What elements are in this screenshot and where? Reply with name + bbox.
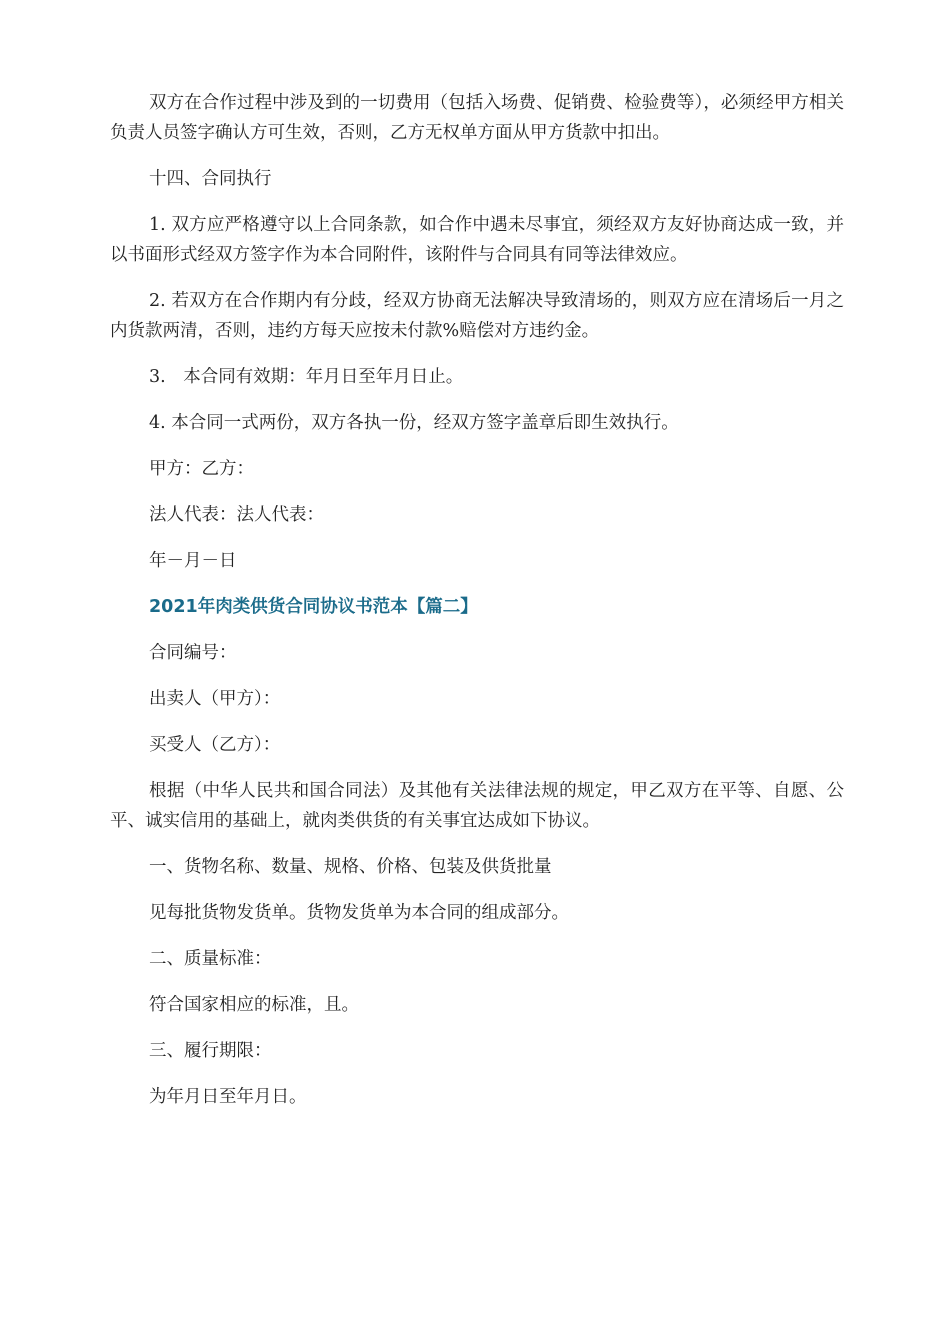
section-title-goods: 一、货物名称、数量、规格、价格、包装及供货批量 xyxy=(149,857,552,877)
section-title-quality: 二、质量标准： xyxy=(149,949,272,969)
section-title-contract-execution: 十四、合同执行 xyxy=(149,169,272,189)
party-signatures: 甲方：乙方： xyxy=(149,459,254,479)
clause-1: 1. 双方应严格遵守以上合同条款，如合作中遇未尽事宜，须经双方友好协商达成一致，并以书面形式经双方签字作为本合同附件，该附件与合同具有同等法律效应。 xyxy=(110,215,844,265)
buyer-party: 买受人（乙方）： xyxy=(149,735,281,755)
contract-number: 合同编号： xyxy=(149,643,237,663)
legal-representatives: 法人代表：法人代表： xyxy=(149,505,324,525)
signing-date: 年－月－日 xyxy=(149,551,237,571)
paragraph-goods-detail: 见每批货物发货单。货物发货单为本合同的组成部分。 xyxy=(149,903,569,923)
paragraph-fees: 双方在合作过程中涉及到的一切费用（包括入场费、促销费、检验费等），必须经甲方相关负责人员签字确认方可生效，否则，乙方无权单方面从甲方货款中扣出。 xyxy=(110,93,844,143)
paragraph-legal-basis: 根据（中华人民共和国合同法）及其他有关法律法规的规定，甲乙双方在平等、自愿、公平、诚实信用的基础上，就肉类供货的有关事宜达成如下协议。 xyxy=(110,781,844,831)
paragraph-term-detail: 为年月日至年月日。 xyxy=(149,1087,307,1107)
paragraph-quality-detail: 符合国家相应的标准，且。 xyxy=(149,995,359,1015)
clause-2: 2. 若双方在合作期内有分歧，经双方协商无法解决导致清场的，则双方应在清场后一月之内货款两清，否则，违约方每天应按未付款%赔偿对方违约金。 xyxy=(110,291,844,341)
clause-4: 4. 本合同一式两份，双方各执一份，经双方签字盖章后即生效执行。 xyxy=(149,413,679,433)
section-title-term: 三、履行期限： xyxy=(149,1041,272,1061)
seller-party: 出卖人（甲方）： xyxy=(149,689,281,709)
clause-3: 3. 本合同有效期：年月日至年月日止。 xyxy=(149,367,464,387)
document-page xyxy=(110,88,844,1128)
section-heading-part-two: 2021年肉类供货合同协议书范本【篇二】 xyxy=(149,597,478,617)
